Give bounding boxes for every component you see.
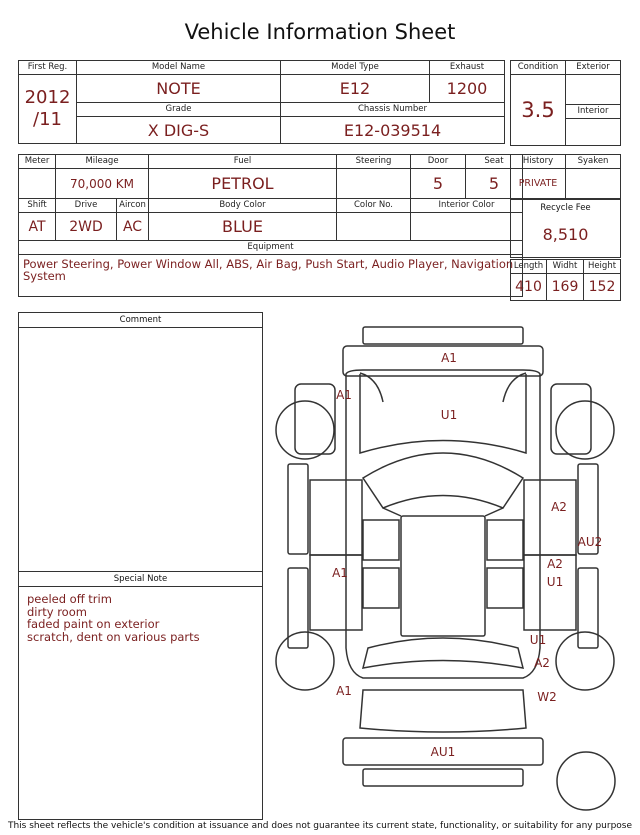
mark-right-rear-fender-a: U1	[529, 633, 547, 647]
mark-right-side-edge: AU2	[577, 535, 603, 549]
interior-label: Interior	[566, 105, 621, 119]
roof	[401, 516, 485, 636]
exterior-value	[566, 75, 621, 105]
special-note-label: Special Note	[19, 571, 262, 587]
model-type-label: Model Type	[281, 61, 430, 75]
left-glass-front	[363, 520, 399, 560]
condition-label: Condition	[511, 61, 566, 75]
exterior-label: Exterior	[566, 61, 621, 75]
width-value: 169	[547, 274, 584, 301]
mark-right-rear-quarter: W2	[537, 690, 557, 704]
first-reg-value: 2012 /11	[19, 75, 77, 144]
special-note-item: peeled off trim	[27, 592, 112, 606]
left-front-door	[310, 480, 362, 555]
condition-table	[510, 60, 621, 146]
mark-left-rear-corner: A1	[336, 684, 352, 698]
meter-value	[19, 169, 56, 199]
dimensions-table	[510, 259, 621, 301]
right-glass-front	[487, 520, 523, 560]
shift-value: AT	[19, 213, 56, 241]
mark-right-front-door: A2	[551, 500, 567, 514]
seat-value: 5	[466, 169, 523, 199]
meter-label: Meter	[19, 155, 56, 169]
exhaust-label: Exhaust	[430, 61, 505, 75]
mark-front-left-corner: A1	[336, 388, 352, 402]
history-label: History	[511, 155, 566, 169]
first-reg-label: First Reg.	[19, 61, 77, 75]
equipment-label: Equipment	[19, 241, 523, 255]
steering-label: Steering	[337, 155, 411, 169]
recycle-fee-label: Recycle Fee	[540, 203, 591, 213]
right-rear-panel	[578, 568, 598, 648]
right-rear-wheel	[556, 632, 614, 690]
color-no-value	[337, 213, 411, 241]
grade-value: X DIG-S	[77, 117, 281, 144]
length-value: 410	[511, 274, 547, 301]
page-title: Vehicle Information Sheet	[184, 20, 456, 44]
mileage-label: Mileage	[56, 155, 149, 169]
drive-value: 2WD	[56, 213, 117, 241]
width-label: Widht	[547, 260, 584, 274]
rear-bumper-lower	[363, 769, 523, 786]
syaken-label: Syaken	[566, 155, 621, 169]
aircon-label: Aircon	[117, 199, 149, 213]
steering-value	[337, 169, 411, 199]
windshield	[363, 453, 523, 508]
spare-wheel	[557, 752, 615, 810]
aircon-value: AC	[117, 213, 149, 241]
car-damage-diagram	[268, 318, 636, 818]
special-note-item: faded paint on exterior	[27, 617, 160, 631]
history-value: PRIVATE	[511, 169, 566, 199]
fuel-label: Fuel	[149, 155, 337, 169]
left-rear-wheel	[276, 632, 334, 690]
interior-color-value	[411, 213, 523, 241]
special-note-item: scratch, dent on various parts	[27, 629, 200, 644]
comment-text	[19, 328, 262, 571]
hood-right-curve	[503, 373, 526, 402]
comment-label: Comment	[19, 313, 262, 328]
special-note-list	[19, 587, 262, 649]
door-value: 5	[411, 169, 466, 199]
height-value: 152	[584, 274, 621, 301]
rear-window	[363, 638, 523, 668]
door-label: Door	[411, 155, 466, 169]
mark-right-rear-door-b: U1	[546, 575, 564, 589]
roof-pillar	[383, 508, 401, 516]
right-front-wheel	[556, 401, 614, 459]
mark-right-rear-fender-b: A2	[534, 656, 550, 670]
model-name-label: Model Name	[77, 61, 281, 75]
interior-value	[566, 119, 621, 146]
grade-label: Grade	[77, 103, 281, 117]
left-side-panel	[288, 464, 308, 554]
exhaust-value: 1200	[430, 75, 505, 103]
fuel-value: PETROL	[149, 169, 337, 199]
drive-label: Drive	[56, 199, 117, 213]
model-type-value: E12	[281, 75, 430, 103]
length-label: Length	[511, 260, 547, 274]
condition-value: 3.5	[511, 75, 566, 146]
history-table	[510, 154, 621, 199]
chassis-value: E12-039514	[281, 117, 505, 144]
recycle-fee-value: 8,510	[542, 225, 589, 244]
shift-label: Shift	[19, 199, 56, 213]
roof-pillar	[485, 508, 503, 516]
right-front-door	[524, 480, 576, 555]
interior-color-label: Interior Color	[411, 199, 523, 213]
disclaimer-footer: This sheet reflects the vehicle's condition at issuance and does not guarantee its current state, functionality, or suitability for any purpose	[7, 821, 633, 831]
mark-rear-bumper: AU1	[430, 745, 456, 759]
mark-front-bumper: A1	[441, 351, 457, 365]
left-glass-rear	[363, 568, 399, 608]
color-no-label: Color No.	[337, 199, 411, 213]
body-color-label: Body Color	[149, 199, 337, 213]
special-note-item: dirty room	[27, 604, 87, 619]
mark-left-door: A1	[332, 566, 348, 580]
body-color-value: BLUE	[149, 213, 337, 241]
hood-left-curve	[360, 373, 383, 402]
model-name-value: NOTE	[77, 75, 281, 103]
comment-panel	[18, 312, 263, 820]
vehicle-spec-table	[18, 154, 523, 297]
trunk-lid	[360, 690, 526, 732]
chassis-label: Chassis Number	[281, 103, 505, 117]
left-front-wheel	[276, 401, 334, 459]
mileage-value: 70,000 KM	[56, 169, 149, 199]
syaken-value	[566, 169, 621, 199]
right-front-fender	[551, 384, 591, 454]
front-bumper-outline	[363, 327, 523, 344]
mark-hood: U1	[440, 408, 458, 422]
equipment-value: Power Steering, Power Window All, ABS, Air Bag, Push Start, Audio Player, Navigation System	[19, 255, 523, 297]
left-front-fender	[295, 384, 335, 454]
vehicle-main-table	[18, 60, 505, 144]
height-label: Height	[584, 260, 621, 274]
right-glass-rear	[487, 568, 523, 608]
mark-right-rear-door-a: A2	[547, 557, 563, 571]
recycle-fee-box	[510, 199, 621, 258]
seat-label: Seat	[466, 155, 523, 169]
